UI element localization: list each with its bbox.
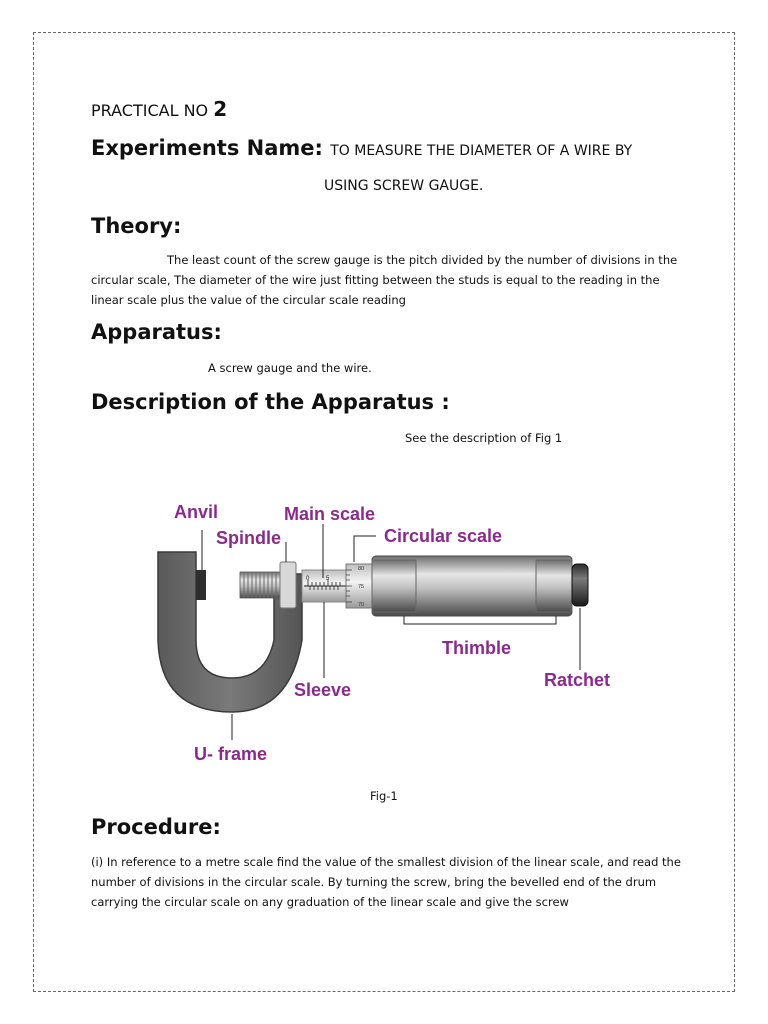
label-spindle: Spindle: [216, 528, 282, 548]
apparatus-heading: Apparatus:: [91, 320, 222, 344]
practical-label: PRACTICAL NO: [91, 101, 209, 120]
label-circular-scale: Circular scale: [384, 526, 503, 546]
label-thimble: Thimble: [442, 638, 512, 658]
description-text: See the description of Fig 1: [405, 431, 563, 445]
label-main-scale: Main scale: [284, 504, 376, 524]
experiment-heading-label: Experiments Name:: [91, 136, 323, 160]
lock-shape: [280, 562, 296, 608]
procedure-text: (i) In reference to a metre scale find the value of the smallest division of the linear scale, and read the number of divisions in the circular scale. By turning the screw, bring the bevelled end of the drum carrying the circular scale on any graduation of the linear scale and give the screw: [91, 855, 681, 909]
apparatus-text: A screw gauge and the wire.: [208, 361, 372, 375]
scale-mark-80: 80: [358, 566, 365, 572]
anvil-shape: [196, 570, 206, 600]
theory-heading: Theory:: [91, 214, 182, 238]
screw-gauge-figure: [140, 490, 630, 770]
label-ratchet: Ratchet: [544, 670, 611, 690]
practical-number: [91, 97, 227, 121]
figure-caption: Fig-1: [370, 789, 398, 803]
label-u-frame: U- frame: [194, 744, 268, 764]
label-sleeve: Sleeve: [294, 680, 352, 700]
experiment-heading: [91, 136, 632, 160]
theory-text: The least count of the screw gauge is the pitch divided by the number of divisions in the circular scale, The diameter of the wire just fitting between the studs is equal to the reading in the linear scale plus the value of the circular scale reading: [91, 253, 678, 307]
experiment-title-line1: TO MEASURE THE DIAMETER OF A WIRE BY: [330, 143, 633, 159]
scale-mark-0: 0: [306, 576, 310, 582]
label-anvil: Anvil: [174, 502, 219, 522]
scale-mark-70: 70: [358, 602, 365, 608]
description-heading: Description of the Apparatus :: [91, 390, 450, 414]
procedure-heading: Procedure:: [91, 815, 221, 839]
practical-number-value: 2: [213, 97, 228, 121]
ratchet-shape: [572, 564, 588, 606]
experiment-title-line2: USING SCREW GAUGE.: [324, 178, 484, 194]
scale-mark-75: 75: [358, 584, 365, 590]
scale-mark-5: 5: [326, 576, 330, 582]
